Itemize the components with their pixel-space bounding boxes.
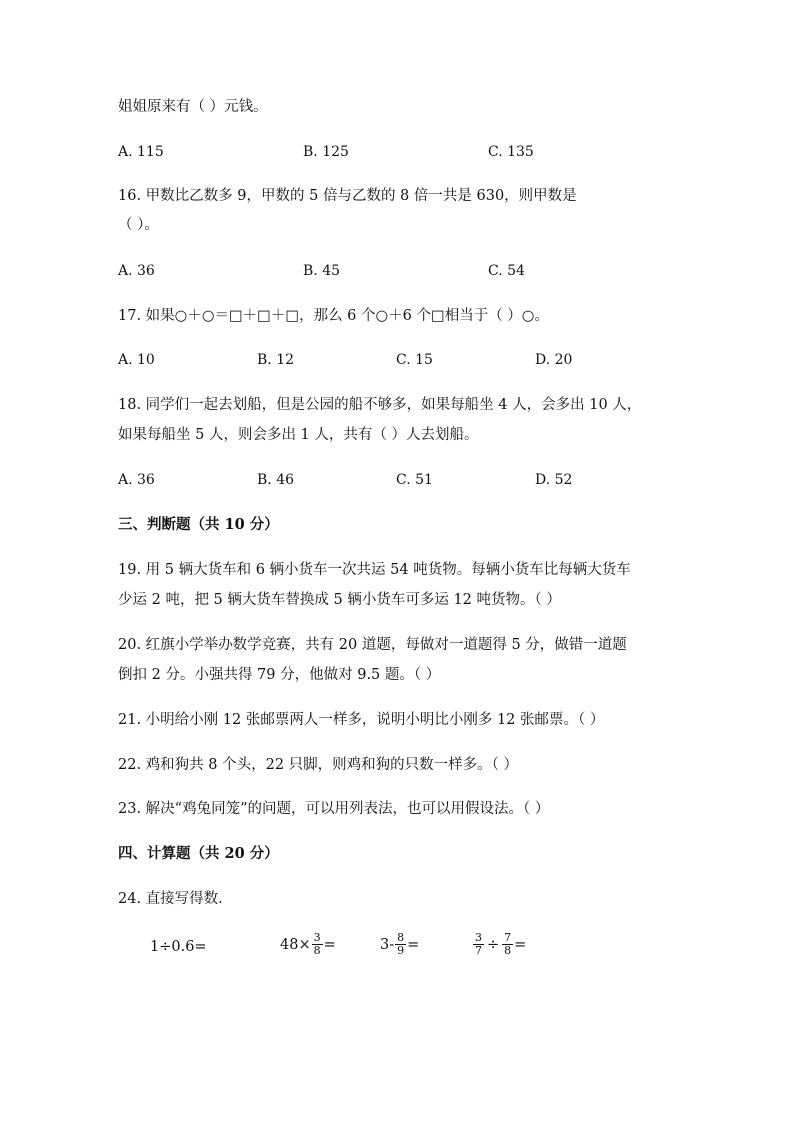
expr2-denominator: 8 [313,944,321,957]
section-4-heading: 四、计算题（共 20 分） [118,845,279,862]
expr1-text: 1÷0.6= [150,939,207,955]
expr4-denominator-1: 7 [475,944,482,957]
q18-option-b: B. 46 [257,472,295,488]
q15-option-b: B. 125 [303,144,349,160]
expr3-suffix: = [407,936,420,953]
q22-text: 22. 鸡和狗共 8 个头，22 只脚，则鸡和狗的只数一样多。（ ） [118,757,519,773]
expr2-prefix: 48× [280,936,311,953]
q15-option-c: C. 135 [488,144,534,160]
expr4-fraction-2 [502,932,513,957]
expr4-numerator-2: 7 [504,931,512,944]
q18-text-line1: 18. 同学们一起去划船，但是公园的船不够多，如果每船坐 4 人，会多出 10 人， [118,397,642,413]
q20-text-line2: 倒扣 2 分。小强共得 79 分，他做对 9.5 题。（ ） [118,667,441,683]
q24-text: 24. 直接写得数. [118,891,223,907]
q16-options [118,261,718,281]
expr4-numerator-1: 3 [475,931,482,944]
q18-option-a: A. 36 [118,472,155,488]
q17-text: 17. 如果○＋○＝□＋□＋□，那么 6 个○＋6 个□相当于（ ）○。 [118,308,549,324]
expr3-numerator: 8 [397,931,405,944]
q16-option-c: C. 54 [488,263,525,279]
q18-option-d: D. 52 [535,472,573,488]
section-3-heading: 三、判断题（共 10 分） [118,516,279,533]
calc-expression-2 [280,932,336,957]
q17-option-b: B. 12 [257,352,295,368]
calc-expression-4 [472,932,526,957]
q21-text: 21. 小明给小刚 12 张邮票两人一样多，说明小明比小刚多 12 张邮票。（ ） [118,712,605,728]
calc-expression-1 [150,939,207,955]
expr3-fraction [395,932,406,957]
q17-option-a: A. 10 [118,352,155,368]
q15-option-a: A. 115 [118,144,164,160]
q20-text-line1: 20. 红旗小学举办数学竞赛，共有 20 道题，每做对一道题得 5 分，做错一道题 [118,637,627,653]
expr4-suffix: = [514,936,527,953]
expr2-suffix: = [323,936,336,953]
q23-text: 23. 解决“鸡兔同笼”的问题，可以用列表法，也可以用假设法。（ ） [118,801,550,817]
q19-text-line2: 少运 2 吨，把 5 辆大货车替换成 5 辆小货车可多运 12 吨货物。（ ） [118,592,561,608]
q15-options [118,142,718,162]
q17-options [118,350,718,370]
q18-option-c: C. 51 [396,472,433,488]
expr2-numerator: 3 [313,931,321,944]
expr4-operator: ÷ [487,936,500,953]
q16-option-b: B. 45 [303,263,341,279]
expr2-fraction [312,932,323,957]
q16-text-line2: （ ）。 [118,217,159,233]
expr3-prefix: 3- [380,936,395,953]
expr3-denominator: 9 [397,944,405,957]
q16-option-a: A. 36 [118,263,155,279]
q18-text-line2: 如果每船坐 5 人，则会多出 1 人，共有（ ）人去划船。 [118,427,479,443]
q19-text-line1: 19. 用 5 辆大货车和 6 辆小货车一次共运 54 吨货物。每辆小货车比每辆大货车 [118,562,631,578]
expr4-fraction-1 [473,932,484,957]
q16-text-line1: 16. 甲数比乙数多 9，甲数的 5 倍与乙数的 8 倍一共是 630，则甲数是 [118,188,577,204]
q18-options [118,470,718,490]
q15-text: 姐姐原来有（ ）元钱。 [118,99,268,115]
q17-option-c: C. 15 [396,352,433,368]
q17-option-d: D. 20 [535,352,573,368]
expr4-denominator-2: 8 [504,944,512,957]
calc-expression-3 [380,932,419,957]
